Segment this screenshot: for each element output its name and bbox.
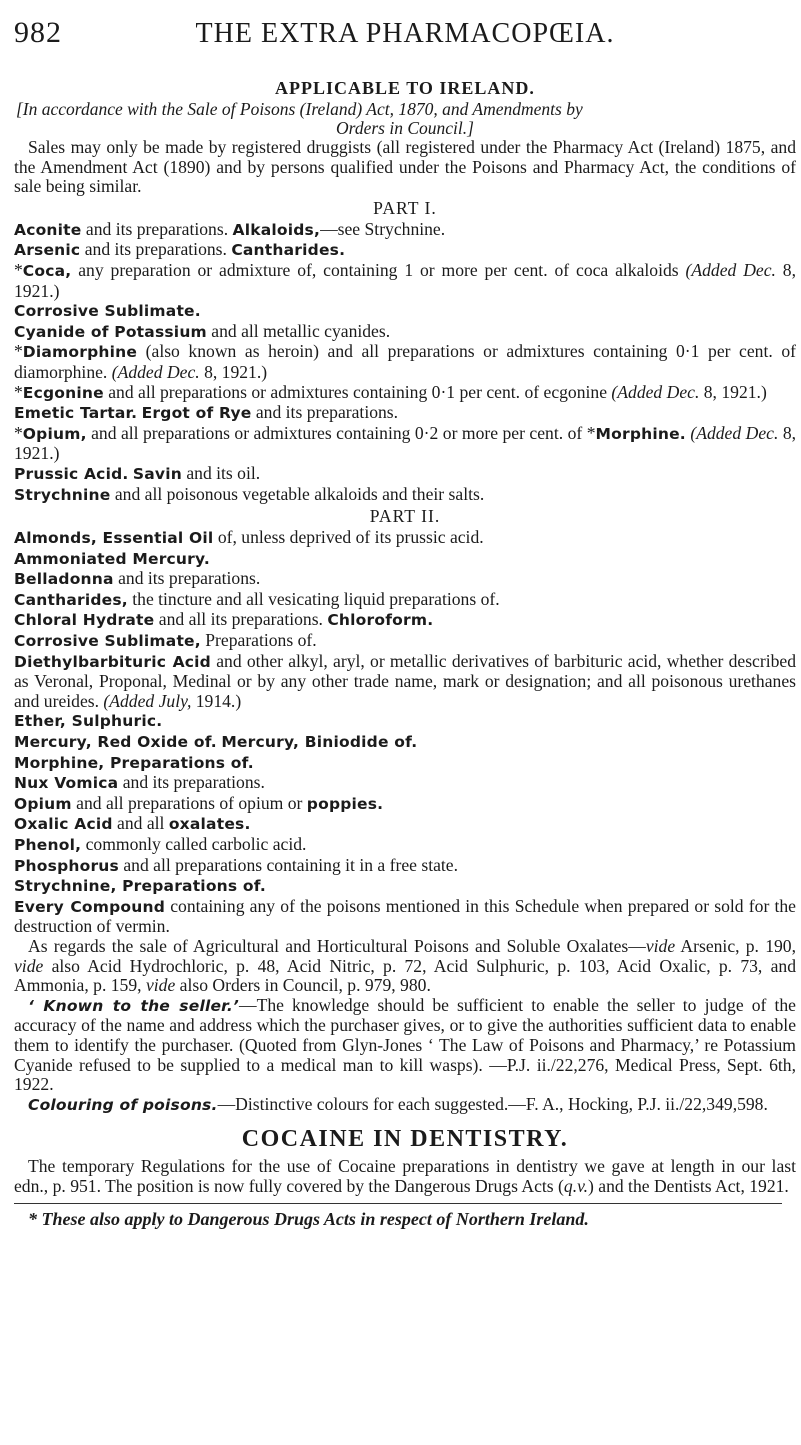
vide-3: vide bbox=[145, 975, 176, 996]
part2-entry-b2: Chloroform. bbox=[327, 611, 434, 630]
part1-entry-b: Prussic Acid. bbox=[14, 464, 129, 483]
part1-entry-b: Cyanide of Potassium bbox=[14, 322, 207, 341]
page bbox=[14, 0, 796, 1230]
part1-entry-t2: 8, 1921.) bbox=[14, 422, 797, 464]
part2-entry-t2: 1914.) bbox=[191, 690, 242, 711]
part1-entry-t2: and its oil. bbox=[181, 462, 261, 483]
part1-entry-pre: * bbox=[14, 259, 23, 280]
part1-entry-b2: Cantharides. bbox=[231, 241, 346, 260]
part1-entry-pre: * bbox=[14, 381, 23, 402]
part1-entry-t: (also known as heroin) and all preparations or admixtures containing 0·1 per cent. of diamorphine. bbox=[14, 341, 796, 382]
part1-entry-t: and all preparations or admixtures containing 0·1 per cent. of ecgonine bbox=[103, 381, 612, 402]
authority-line-2: Orders in Council.] bbox=[336, 118, 474, 138]
part2-entry-b: Belladonna bbox=[14, 570, 114, 589]
part2-entry-t: and all preparations containing it in a free state. bbox=[118, 854, 458, 875]
running-title: THE EXTRA PHARMACOPŒIA. bbox=[195, 18, 615, 49]
part2-entry bbox=[14, 610, 796, 631]
page-header bbox=[14, 0, 796, 64]
part1-entry bbox=[14, 485, 796, 506]
part2-entry bbox=[14, 856, 796, 877]
part1-entry bbox=[14, 261, 796, 301]
part2-entry bbox=[14, 528, 796, 549]
part1-entry-b: Corrosive Sublimate. bbox=[14, 302, 201, 321]
colouring-paragraph bbox=[14, 1095, 796, 1116]
part2-entry bbox=[14, 549, 796, 570]
part2-entry-b2: poppies. bbox=[306, 794, 384, 813]
part2-entry bbox=[14, 753, 796, 774]
agricultural-paragraph bbox=[14, 937, 796, 996]
part2-entry bbox=[14, 876, 796, 897]
part1-entry-b: Aconite bbox=[14, 220, 82, 239]
part2-entry-t: Preparations of. bbox=[200, 630, 317, 651]
authority-note bbox=[14, 100, 796, 138]
part1-entry bbox=[14, 464, 796, 485]
part1-entry-pre: * bbox=[14, 422, 23, 443]
part1-entry-b2: Ergot of Rye bbox=[141, 404, 252, 423]
part2-entry bbox=[14, 652, 796, 712]
vide-2: vide bbox=[14, 955, 44, 976]
part2-entry bbox=[14, 590, 796, 611]
part1-entry-b: Arsenic bbox=[14, 241, 81, 260]
agricultural-text: As regards the sale of Agricultural and Horticultural Poisons and Soluble Oxalates— bbox=[28, 935, 646, 956]
part2-entry-b: Ammoniated Mercury. bbox=[14, 549, 210, 568]
known-to-seller-lead: ‘ Known to the seller.’ bbox=[28, 996, 239, 1015]
part2-entry-b: Nux Vomica bbox=[14, 774, 119, 793]
part1-entry-b: Opium, bbox=[22, 424, 87, 443]
body-text bbox=[14, 138, 796, 1197]
part1-entry-b: Strychnine bbox=[14, 485, 111, 504]
part1-entry bbox=[14, 322, 796, 343]
part1-entry bbox=[14, 342, 796, 382]
part2-entry-i: (Added July, bbox=[103, 690, 192, 711]
part2-entry bbox=[14, 794, 796, 815]
part2-entry-t: and other alkyl, aryl, or metallic derivatives of barbituric acid, whether described as Veronal, Proponal, Medinal or by any other trade name, mark or designation; and all poisonous urethanes and ureides. bbox=[14, 650, 797, 711]
part2-entry bbox=[14, 897, 796, 937]
part2-entry-b: Oxalic Acid bbox=[14, 815, 113, 834]
part-1-heading: PART I. bbox=[373, 197, 437, 218]
part2-entry-b: Mercury, Red Oxide of. bbox=[14, 733, 217, 752]
part1-entry bbox=[14, 424, 796, 464]
part2-entry-b: Phosphorus bbox=[14, 856, 119, 875]
part1-entry-b2: Savin bbox=[132, 464, 182, 483]
part1-entry bbox=[14, 240, 796, 261]
part1-entry-b: Coca, bbox=[22, 261, 72, 280]
known-to-seller-paragraph bbox=[14, 996, 796, 1095]
part1-entry bbox=[14, 383, 796, 404]
part2-entry-t: the tincture and all vesicating liquid preparations of. bbox=[127, 588, 500, 609]
part1-entry-b2: Alkaloids, bbox=[232, 220, 321, 239]
colouring-text: —Distinctive colours for each suggested.—F. A., Hocking, P.J. ii./22,349,598. bbox=[217, 1093, 768, 1114]
part2-entry bbox=[14, 711, 796, 732]
footnote-rule bbox=[14, 1203, 782, 1204]
cocaine-paragraph bbox=[14, 1157, 796, 1196]
part2-entry-b: Morphine, Preparations of. bbox=[14, 753, 254, 772]
part1-entry-t: and its preparations. bbox=[81, 218, 233, 239]
part2-entry-t: and its preparations. bbox=[113, 568, 261, 589]
cocaine-text-1: The temporary Regulations for the use of Cocaine preparations in dentistry we gave at length in our last edn., p. 951. The position is now fully covered by the Dangerous Drugs Acts ( bbox=[14, 1156, 796, 1196]
part2-entry-t: and all its preparations. bbox=[154, 609, 328, 630]
page-number: 982 bbox=[14, 16, 62, 49]
footnote: * These also apply to Dangerous Drugs Acts in respect of Northern Ireland. bbox=[28, 1208, 589, 1229]
part1-entry-t: and all poisonous vegetable alkaloids and their salts. bbox=[110, 483, 485, 504]
agricultural-text-4: also Orders in Council, p. 979, 980. bbox=[175, 975, 431, 996]
vide-1: vide bbox=[645, 935, 676, 956]
part1-entry bbox=[14, 403, 796, 424]
part2-entry bbox=[14, 569, 796, 590]
part1-entry-b: Ecgonine bbox=[22, 383, 104, 402]
part1-entry-i: (Added Dec. bbox=[611, 381, 700, 402]
known-to-seller-text: —The knowledge should be sufficient to enable the seller to judge of the accuracy of the name and address which the purchaser gives, or to give the authorities sufficient data to enable them to identify the purchaser. (Quoted from Glyn-Jones ‘ The Law of Poisons and Pharmacy,’ re Potassium Cyanide refused to be supplied to a medical man to kill wasps). —P.J. ii./22,276, Medical Press, Sept. 6th, 1922. bbox=[14, 994, 796, 1095]
colouring-lead: Colouring of poisons. bbox=[28, 1095, 218, 1114]
part2-entry-b: Phenol, bbox=[14, 836, 82, 854]
part1-entry-t: and its preparations. bbox=[80, 239, 232, 260]
part1-entry-b: Diamorphine bbox=[22, 343, 138, 362]
part2-entry bbox=[14, 835, 796, 856]
intro-paragraph: Sales may only be made by registered druggists (all registered under the Pharmacy Act (Ireland) 1875, and the Amendment Act (1890) and by persons qualified under the Poisons and Pharmacy Act, the conditions of sale being similar. bbox=[14, 137, 796, 197]
part1-entry-t2: 8, 1921.) bbox=[699, 381, 767, 402]
part1-entry-b: Emetic Tartar. bbox=[14, 404, 138, 423]
part1-entry-t2: 8, 1921.) bbox=[14, 259, 796, 301]
qv-reference: q.v. bbox=[563, 1175, 588, 1196]
part2-entry bbox=[14, 773, 796, 794]
agricultural-text-2: Arsenic, p. 190, bbox=[675, 935, 796, 956]
part2-entry-b2: Mercury, Biniodide of. bbox=[221, 733, 418, 752]
part2-entry-b: Cantharides, bbox=[14, 590, 128, 609]
part2-entry-b2: oxalates. bbox=[168, 815, 251, 834]
part2-entry-b: Strychnine, Preparations of. bbox=[14, 877, 266, 896]
part1-entry bbox=[14, 301, 796, 322]
part2-entry bbox=[14, 631, 796, 652]
part-1-list bbox=[14, 220, 796, 505]
part1-entry-t2: and its preparations. bbox=[251, 402, 399, 423]
part2-entry-t: and its preparations. bbox=[118, 772, 265, 793]
part1-entry-t: any preparation or admixture of, containing 1 or more per cent. of coca alkaloids bbox=[71, 259, 686, 280]
part2-entry-t: containing any of the poisons mentioned in this Schedule when prepared or sold for the destruction of vermin. bbox=[14, 895, 796, 937]
part2-entry-t: of, unless deprived of its prussic acid. bbox=[213, 527, 484, 548]
part1-entry-t2: —see Strychnine. bbox=[320, 218, 446, 239]
authority-line-1: [In accordance with the Sale of Poisons (Ireland) Act, 1870, and Amendments by bbox=[16, 99, 583, 119]
part2-entry-b: Chloral Hydrate bbox=[14, 611, 155, 630]
section-title: APPLICABLE TO IRELAND. bbox=[275, 78, 535, 98]
part1-entry-t: and all metallic cyanides. bbox=[206, 320, 391, 341]
cocaine-heading: COCAINE IN DENTISTRY. bbox=[241, 1126, 569, 1153]
part-2-heading: PART II. bbox=[369, 506, 441, 527]
part1-entry-i: (Added Dec. bbox=[685, 422, 779, 443]
part-2-list bbox=[14, 528, 796, 937]
part1-entry-i: (Added Dec. bbox=[685, 259, 776, 280]
part2-entry-b: Opium bbox=[14, 794, 72, 813]
cocaine-text-2: ) and the Dentists Act, 1921. bbox=[588, 1175, 789, 1196]
part2-entry-t: and all preparations of opium or bbox=[71, 792, 307, 813]
part1-entry-pre: * bbox=[14, 341, 23, 362]
part1-entry-t2: 8, 1921.) bbox=[199, 361, 268, 382]
part2-entry-b: Corrosive Sublimate, bbox=[14, 632, 201, 651]
part2-entry bbox=[14, 732, 796, 753]
part2-entry-b: Almonds, Essential Oil bbox=[14, 529, 214, 548]
part1-entry bbox=[14, 220, 796, 241]
part2-entry-t: commonly called carbolic acid. bbox=[81, 834, 307, 854]
part2-entry-b: Diethylbarbituric Acid bbox=[14, 652, 211, 671]
agricultural-text-3: also Acid Hydrochloric, p. 48, Acid Nitric, p. 72, Acid Sulphuric, p. 103, Acid Oxalic, p. 73, and Ammonia, p. 159, bbox=[14, 955, 796, 996]
part2-entry-b: Ether, Sulphuric. bbox=[14, 712, 163, 731]
part2-entry-b: Every Compound bbox=[14, 897, 166, 916]
part2-entry bbox=[14, 814, 796, 835]
part2-entry-t: and all bbox=[112, 813, 169, 834]
part1-entry-i: (Added Dec. bbox=[111, 361, 200, 382]
part1-entry-t: and all preparations or admixtures containing 0·2 or more per cent. of * bbox=[86, 422, 596, 443]
part1-entry-b2: Morphine. bbox=[595, 424, 686, 443]
